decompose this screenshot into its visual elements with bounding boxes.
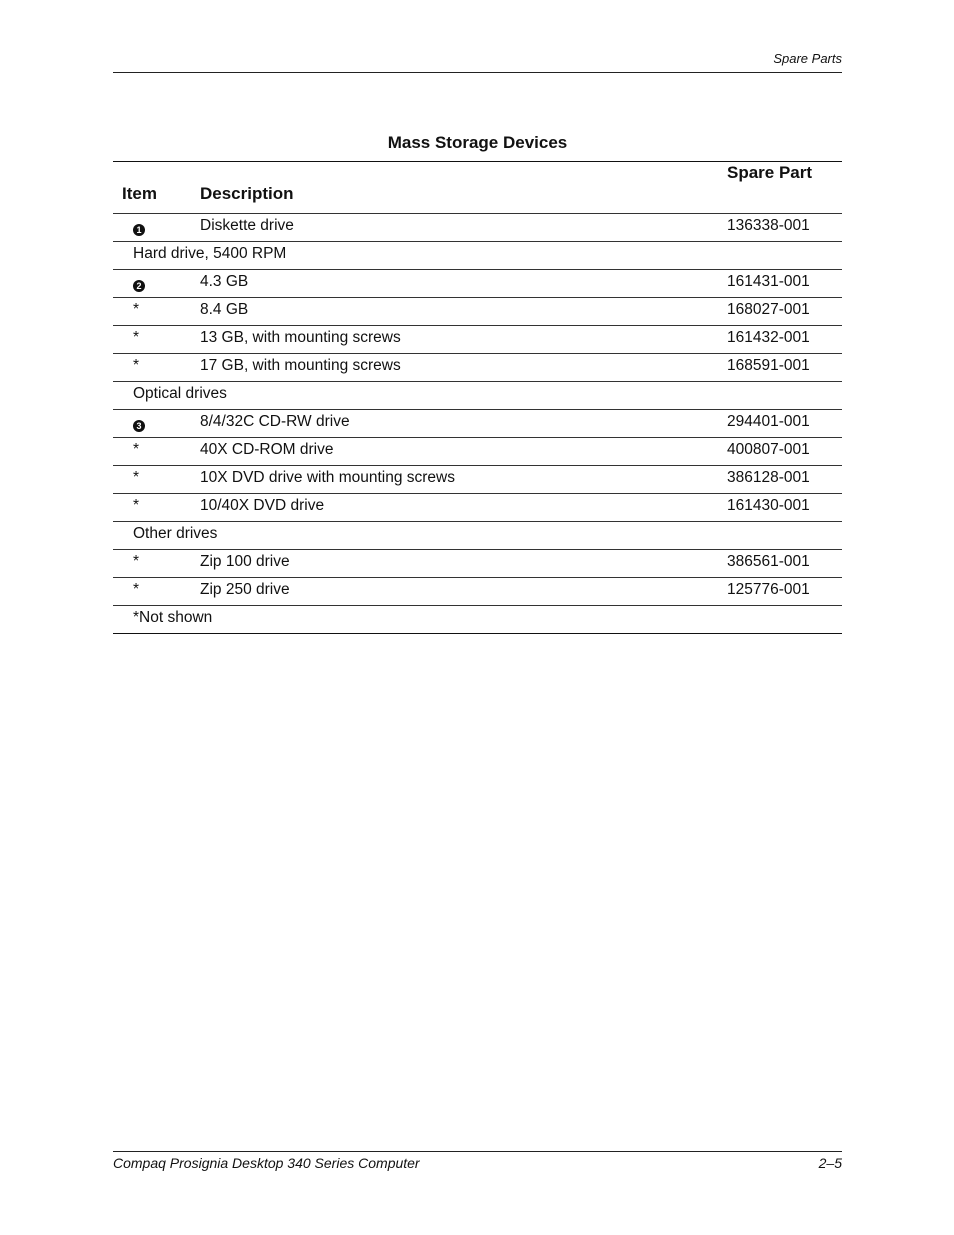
item-cell: * xyxy=(133,329,140,346)
spare-part-cell: 125776-001 xyxy=(727,581,810,598)
callout-number-icon: 1 xyxy=(133,224,145,236)
item-cell xyxy=(133,273,153,291)
column-header-item: Item xyxy=(122,184,157,203)
description-cell: 40X CD-ROM drive xyxy=(200,441,334,458)
column-header-spare-part: Spare Part xyxy=(727,163,813,182)
item-cell: * xyxy=(133,469,140,486)
table-row xyxy=(113,354,842,382)
item-cell: * xyxy=(133,441,140,458)
spare-part-cell: 386561-001 xyxy=(727,553,810,570)
item-cell: * xyxy=(133,301,140,318)
spare-part-cell: 386128-001 xyxy=(727,469,810,486)
table-group-row xyxy=(113,242,842,270)
item-cell xyxy=(133,217,153,235)
table-header-row xyxy=(113,162,842,214)
spare-part-cell: 161430-001 xyxy=(727,497,810,514)
description-cell: 10/40X DVD drive xyxy=(200,497,325,514)
page-number: 2–5 xyxy=(818,1155,842,1171)
callout-number-icon: 3 xyxy=(133,420,145,432)
spare-parts-table xyxy=(113,161,842,634)
description-cell: 8.4 GB xyxy=(200,301,249,318)
description-cell: 10X DVD drive with mounting screws xyxy=(200,469,455,486)
table-row xyxy=(113,494,842,522)
spare-part-cell: 168591-001 xyxy=(727,357,810,374)
spare-part-cell: 161432-001 xyxy=(727,329,810,346)
group-label: Hard drive, 5400 RPM xyxy=(133,245,287,262)
description-cell: Diskette drive xyxy=(200,217,294,234)
callout-number-icon: 2 xyxy=(133,280,145,292)
table-row xyxy=(113,214,842,242)
book-title: Compaq Prosignia Desktop 340 Series Computer xyxy=(113,1155,420,1171)
table-footnote-row xyxy=(113,606,842,633)
table-group-row xyxy=(113,382,842,410)
table-row xyxy=(113,438,842,466)
table-row xyxy=(113,410,842,438)
item-cell xyxy=(133,413,153,431)
spare-part-cell: 400807-001 xyxy=(727,441,810,458)
item-cell: * xyxy=(133,497,140,514)
table-title: Mass Storage Devices xyxy=(387,133,568,152)
group-label: Optical drives xyxy=(133,385,227,402)
running-footer xyxy=(113,1151,842,1171)
section-name: Spare Parts xyxy=(773,51,842,66)
spare-part-cell: 294401-001 xyxy=(727,413,810,430)
spare-part-cell: 161431-001 xyxy=(727,273,810,290)
table-group-row xyxy=(113,522,842,550)
description-cell: 8/4/32C CD-RW drive xyxy=(200,413,350,430)
table-row xyxy=(113,550,842,578)
table-row xyxy=(113,298,842,326)
description-cell: Zip 250 drive xyxy=(200,581,290,598)
footnote: *Not shown xyxy=(133,609,213,626)
table-row xyxy=(113,326,842,354)
table-row xyxy=(113,578,842,606)
description-cell: 13 GB, with mounting screws xyxy=(200,329,401,346)
running-header xyxy=(113,50,842,73)
description-cell: Zip 100 drive xyxy=(200,553,290,570)
group-label: Other drives xyxy=(133,525,218,542)
spare-part-cell: 136338-001 xyxy=(727,217,810,234)
table-row xyxy=(113,270,842,298)
item-cell: * xyxy=(133,357,140,374)
spare-part-cell: 168027-001 xyxy=(727,301,810,318)
table-row xyxy=(113,466,842,494)
item-cell: * xyxy=(133,581,140,598)
description-cell: 17 GB, with mounting screws xyxy=(200,357,401,374)
column-header-description: Description xyxy=(200,184,294,203)
item-cell: * xyxy=(133,553,140,570)
description-cell: 4.3 GB xyxy=(200,273,249,290)
